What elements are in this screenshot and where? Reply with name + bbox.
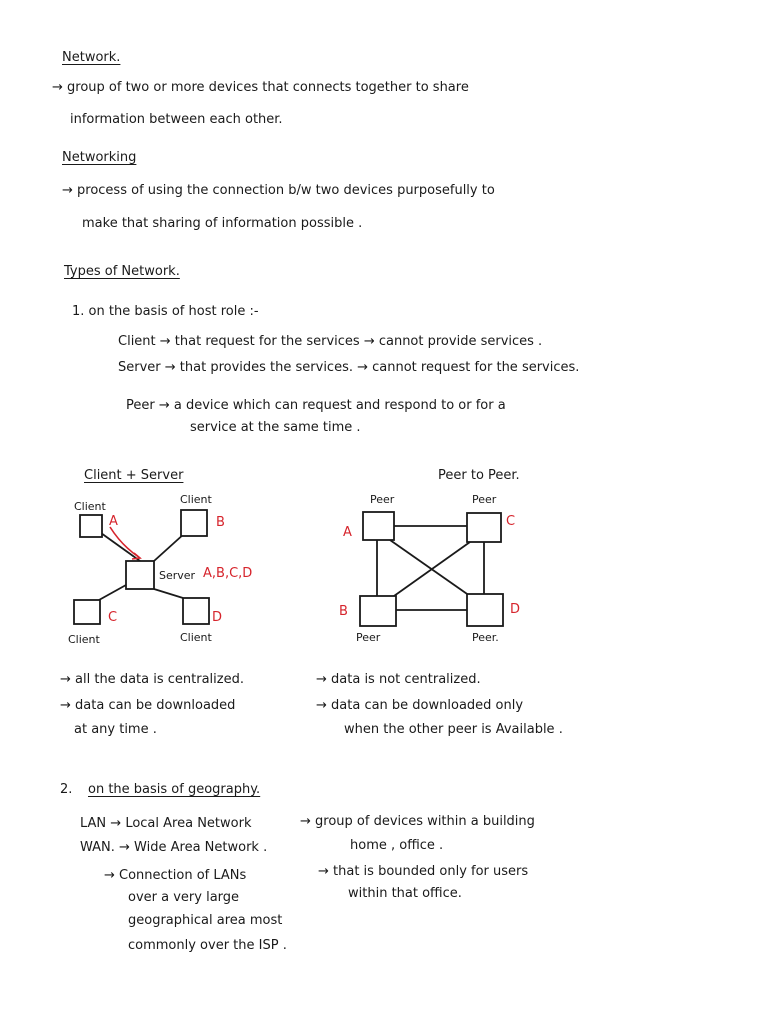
- networking-definition-line-1: → process of using the connection b/w two devices purposefully to: [62, 183, 495, 198]
- peer-label-bottom-left: Peer: [356, 631, 381, 644]
- peer-a-letter: A: [343, 525, 352, 540]
- client-d-letter: D: [212, 610, 223, 625]
- client-definition: Client → that request for the services → cannot provide services .: [118, 334, 543, 349]
- peer-to-peer-title: Peer to Peer.: [438, 468, 520, 483]
- lan-definition-line-1: → group of devices within a building: [300, 814, 535, 829]
- client-c-letter: C: [108, 610, 118, 625]
- p2p-note-not-centralized: → data is not centralized.: [316, 672, 481, 687]
- cs-note-centralized: → all the data is centralized.: [60, 672, 244, 687]
- client-b-letter: B: [216, 515, 225, 530]
- client-label-bottom-right: Client: [180, 631, 212, 644]
- peer-a-box: [363, 512, 394, 540]
- peer-label-bottom-right: Peer.: [472, 631, 499, 644]
- peer-d-letter: D: [510, 602, 521, 617]
- client-label-top-right: Client: [180, 493, 212, 506]
- cs-note-download-line-2: at any time .: [74, 722, 157, 737]
- cs-note-download-line-1: → data can be downloaded: [60, 698, 236, 713]
- lan-label: LAN → Local Area Network: [80, 816, 252, 831]
- server-definition: Server → that provides the services. → cannot request for the services.: [118, 360, 580, 375]
- basis-host-role-heading: 1. on the basis of host role :-: [72, 304, 259, 319]
- peer-c-box: [467, 513, 501, 542]
- client-label-top-left: Client: [74, 500, 106, 513]
- networking-definition-line-2: make that sharing of information possible .: [82, 216, 363, 231]
- wan-definition-line-1: → Connection of LANs: [104, 868, 247, 883]
- heading-types-of-network: Types of Network.: [64, 264, 180, 279]
- peer-b-letter: B: [339, 604, 348, 619]
- peer-definition-line-2: service at the same time .: [190, 420, 361, 435]
- peer-b-box: [360, 596, 396, 626]
- p2p-note-download-line-1: → data can be downloaded only: [316, 698, 524, 713]
- server-node-letters: A,B,C,D: [203, 566, 253, 581]
- lan-definition-line-2: home , office .: [350, 838, 444, 853]
- p2p-note-download-line-2: when the other peer is Available .: [344, 722, 563, 737]
- wan-definition-line-4: commonly over the ISP .: [128, 938, 287, 953]
- client-label-bottom-left: Client: [68, 633, 100, 646]
- basis-geography-heading: on the basis of geography.: [88, 782, 261, 797]
- network-definition-line-1: → group of two or more devices that connects together to share: [52, 80, 469, 95]
- wan-definition-line-2: over a very large: [128, 890, 240, 905]
- lan-definition-line-3: → that is bounded only for users: [318, 864, 529, 879]
- client-a-letter: A: [109, 514, 118, 529]
- peer-label-top-left: Peer: [370, 493, 395, 506]
- heading-networking: Networking: [62, 150, 137, 165]
- wan-definition-line-3: geographical area most: [128, 913, 283, 928]
- lan-definition-line-4: within that office.: [348, 886, 462, 901]
- network-definition-line-2: information between each other.: [70, 112, 283, 127]
- heading-network: Network.: [62, 50, 121, 65]
- peer-d-box: [467, 594, 503, 626]
- client-server-title: Client + Server: [84, 468, 184, 483]
- wan-label: WAN. → Wide Area Network .: [80, 840, 268, 855]
- peer-c-letter: C: [506, 514, 516, 529]
- peer-label-top-right: Peer: [472, 493, 497, 506]
- server-label: Server: [159, 569, 196, 582]
- basis-geography-number: 2.: [60, 782, 73, 797]
- peer-definition-line-1: Peer → a device which can request and respond to or for a: [126, 398, 506, 413]
- link-peer-a-d: [390, 540, 470, 596]
